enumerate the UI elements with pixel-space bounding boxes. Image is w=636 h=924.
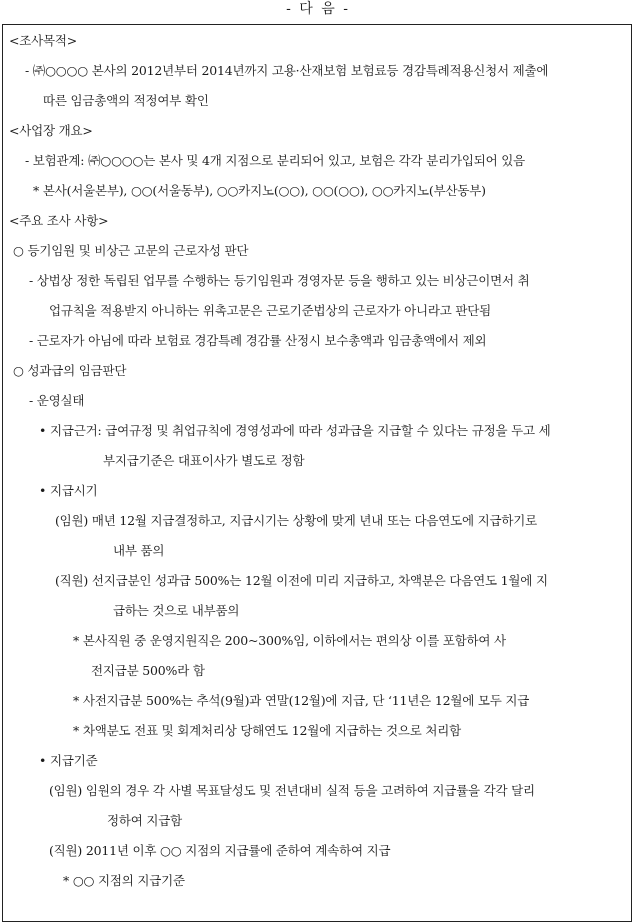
document-line: <조사목적> xyxy=(9,33,78,48)
document-line: 정하여 지급함 xyxy=(107,813,183,828)
document-line: (임원) 매년 12월 지급결정하고, 지급시기는 상황에 맞게 년내 또는 다음연도에 지급하기로 xyxy=(55,513,537,528)
document-line: * 차액분도 전표 및 회계처리상 당해연도 12월에 지급하는 것으로 처리함 xyxy=(73,723,462,738)
document-line: - ㈜○○○○ 본사의 2012년부터 2014년까지 고용·산재보험 보험료등 경감특례적용신청서 제출에 xyxy=(25,63,549,78)
document-line: 따른 임금총액의 적정여부 확인 xyxy=(43,93,209,108)
document-line: * 본사(서울본부), ○○(서울동부), ○○카지노(○○), ○○(○○), ○○카지노(부산동부) xyxy=(33,183,486,198)
document-line: (임원) 임원의 경우 각 사별 목표달성도 및 전년대비 실적 등을 고려하여 지급률을 각각 달리 xyxy=(49,783,535,798)
document-line: ○ 등기임원 및 비상근 고문의 근로자성 판단 xyxy=(13,243,249,258)
document-line: - 보험관계: ㈜○○○○는 본사 및 4개 지점으로 분리되어 있고, 보험은 각각 분리가입되어 있음 xyxy=(25,153,525,168)
document-line: - 운영실태 xyxy=(29,393,85,408)
document-line: • 지급시기 xyxy=(39,483,98,498)
document-line: (직원) 2011년 이후 ○○ 지점의 지급률에 준하여 계속하여 지급 xyxy=(49,843,391,858)
document-line: * ○○ 지점의 지급기준 xyxy=(63,873,185,888)
document-line: ○ 성과급의 임금판단 xyxy=(13,363,127,378)
document-line: * 본사직원 중 운영지원직은 200~300%임, 이하에서는 편의상 이를 포함하여 사 xyxy=(73,633,506,648)
document-heading: - 다 음 - xyxy=(286,1,350,17)
document-line: 전지급분 500%라 함 xyxy=(91,663,205,678)
document-frame xyxy=(2,24,632,922)
document-line: • 지급기준 xyxy=(39,753,98,768)
document-line: 부지급기준은 대표이사가 별도로 정함 xyxy=(103,453,305,468)
document-line: 업규칙을 적용받지 아니하는 위촉고문은 근로기준법상의 근로자가 아니라고 판단됨 xyxy=(49,303,492,318)
document-line: - 상법상 정한 독립된 업무를 수행하는 등기임원과 경영자문 등을 행하고 있는 비상근이면서 취 xyxy=(29,273,530,288)
document-line: (직원) 선지급분인 성과급 500%는 12월 이전에 미리 지급하고, 차액분은 다음연도 1월에 지 xyxy=(55,573,548,588)
document-line: 급하는 것으로 내부품의 xyxy=(113,603,240,618)
document-line: <사업장 개요> xyxy=(9,123,93,138)
document-line: - 근로자가 아님에 따라 보험료 경감특례 경감률 산정시 보수총액과 임금총액에서 제외 xyxy=(29,333,487,348)
document-line: 내부 품의 xyxy=(113,543,165,558)
document-line: * 사전지급분 500%는 추석(9월)과 연말(12월)에 지급, 단 ‘11년은 12월에 모두 지급 xyxy=(73,693,530,708)
document-line: <주요 조사 사항> xyxy=(9,213,109,228)
document-line: • 지급근거: 급여규정 및 취업규칙에 경영성과에 따라 성과급을 지급할 수 있다는 규정을 두고 세 xyxy=(39,423,551,438)
